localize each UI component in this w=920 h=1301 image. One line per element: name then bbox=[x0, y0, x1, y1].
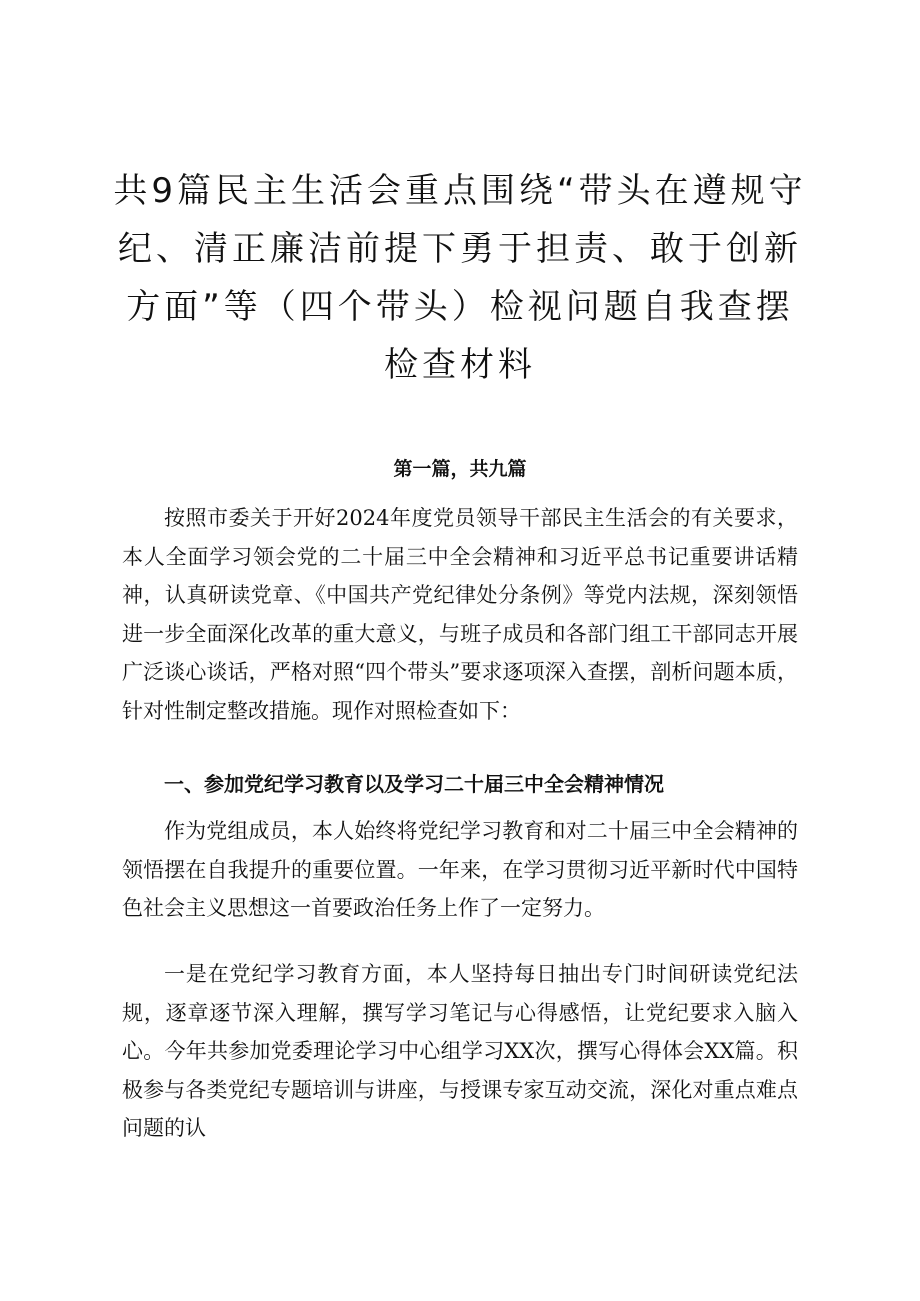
chapter-heading: 第一篇，共九篇 bbox=[393, 458, 527, 480]
intro-paragraph: 按照市委关于开好2024年度党员领导干部民主生活会的有关要求，本人全面学习领会党的二十届三中全会精神和习近平总书记重要讲话精神，认真研读党章、《中国共产党纪律处分条例》等党内法规，深刻领悟进一步全面深化改革的重大意义，与班子成员和各部门组工干部同志开展广泛谈心谈话，严格对照“四个带头”要求逐项深入查摆，剖析问题本质，针对性制定整改措施。现作对照检查如下： bbox=[122, 506, 798, 723]
body-paragraph: 一是在党纪学习教育方面，本人坚持每日抽出专门时间研读党纪法规，逐章逐节深入理解，撰写学习笔记与心得感悟，让党纪要求入脑入心。今年共参加党委理论学习中心组学习XX次，撰写心得体会XX篇。积极参与各类党纪专题培训与讲座，与授课专家互动交流，深化对重点难点问题的认 bbox=[122, 962, 798, 1140]
body-paragraph: 作为党组成员，本人始终将党纪学习教育和对二十届三中全会精神的领悟摆在自我提升的重要位置。一年来，在学习贯彻习近平新时代中国特色社会主义思想这一首要政治任务上作了一定努力。 bbox=[122, 819, 798, 920]
section-heading: 一、参加党纪学习教育以及学习二十届三中全会精神情况 bbox=[164, 772, 664, 796]
document-title: 共9篇民主生活会重点围绕“带头在遵规守纪、清正廉洁前提下勇于担责、敢于创新方面”等（四个带头）检视问题自我查摆检查材料 bbox=[113, 171, 807, 385]
